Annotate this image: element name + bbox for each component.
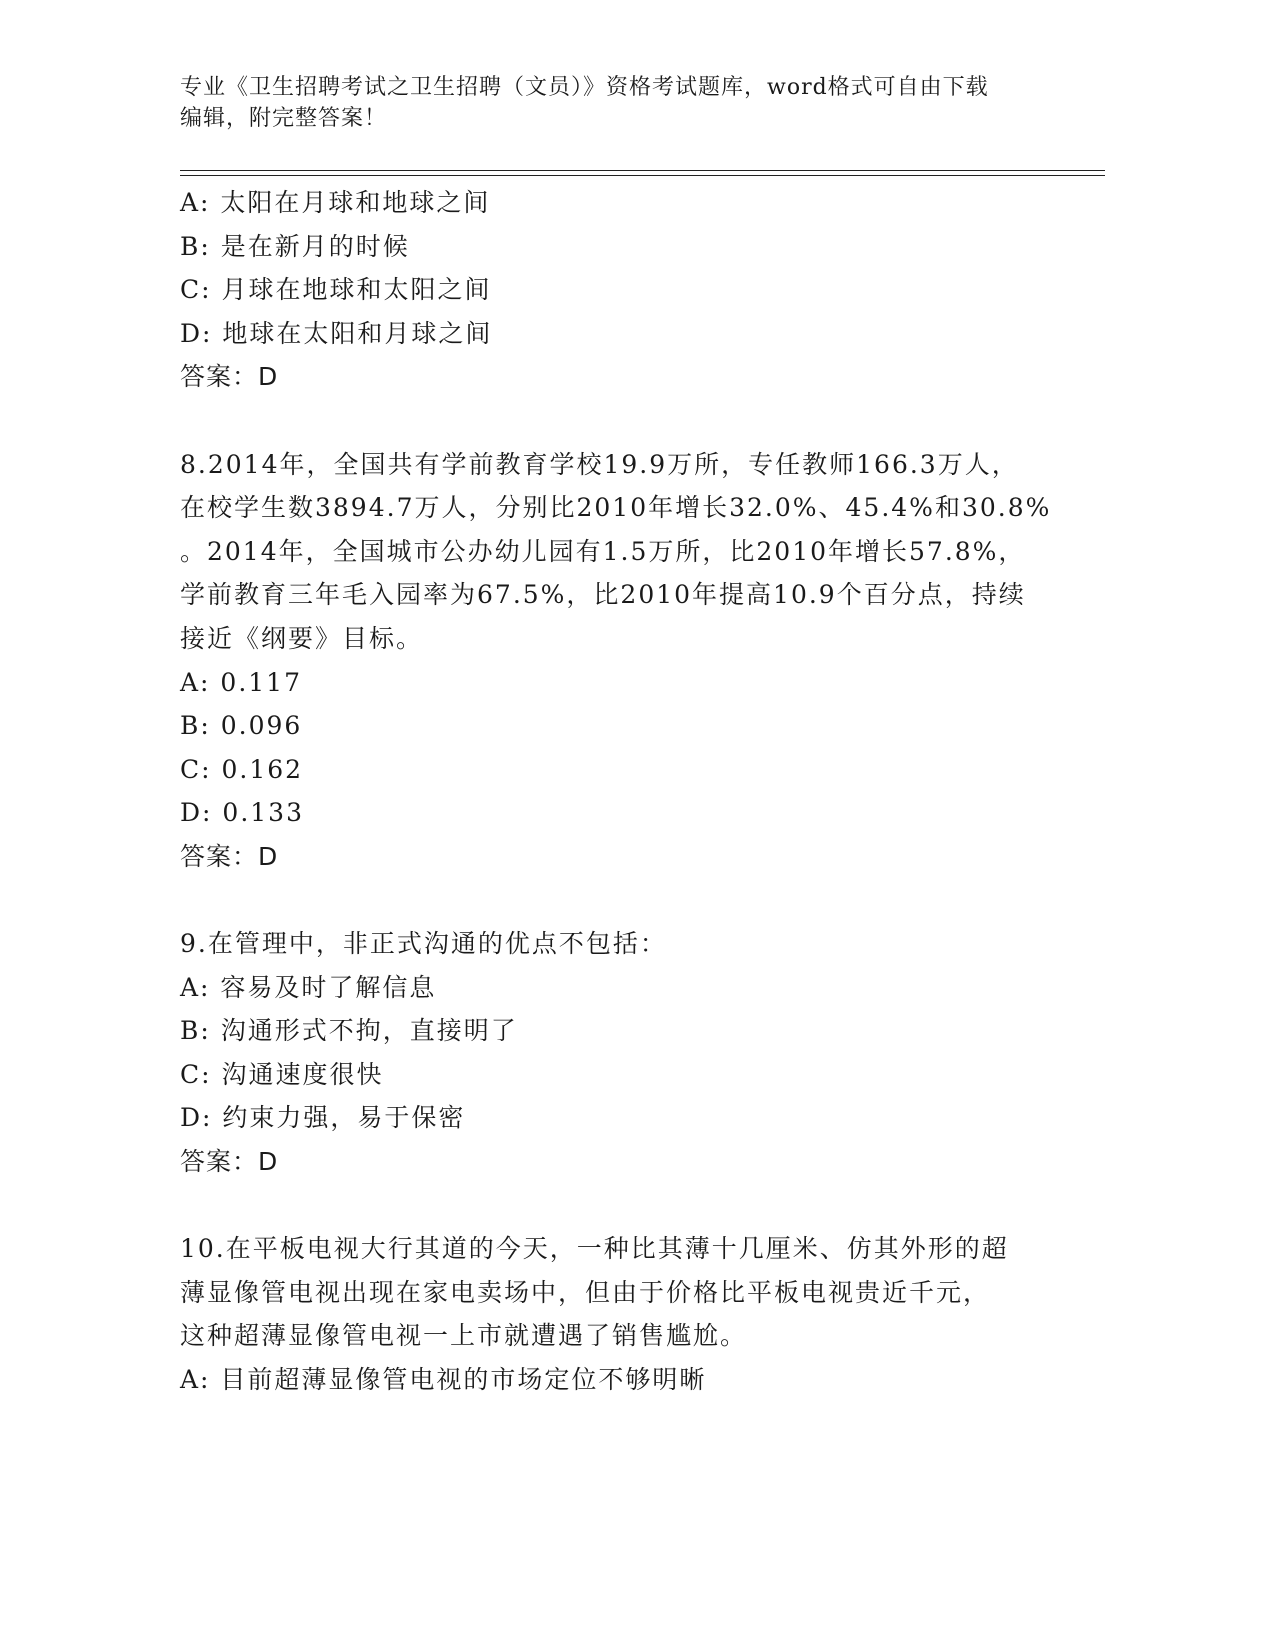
header-line-2: 编辑，附完整答案！	[180, 106, 388, 131]
question-stem	[180, 443, 1060, 661]
option-d: D: 约束力强，易于保密	[180, 1103, 466, 1133]
question-7	[180, 181, 1060, 399]
stem-line: 这种超薄显像管电视一上市就遭遇了销售尴尬。	[180, 1321, 748, 1351]
stem-line: 。2014年，全国城市公办幼儿园有1.5万所，比2010年增长57.8%，	[180, 536, 1026, 566]
spacer	[180, 879, 1060, 923]
option-a: A: 容易及时了解信息	[180, 972, 437, 1002]
stem-line: 学前教育三年毛入园率为67.5%，比2010年提高10.9个百分点，持续	[180, 580, 1026, 610]
option-c: C: 0.162	[180, 754, 304, 784]
question-stem	[180, 1227, 1060, 1358]
header-line-1: 专业《卫生招聘考试之卫生招聘（文员）》资格考试题库，word格式可自由下载	[180, 75, 989, 100]
spacer	[180, 399, 1060, 443]
stem-line: 在校学生数3894.7万人，分别比2010年增长32.0%、45.4%和30.8%	[180, 493, 1052, 523]
question-8	[180, 443, 1060, 879]
stem-line: 10.在平板电视大行其道的今天，一种比其薄十几厘米、仿其外形的超	[180, 1234, 1009, 1264]
spacer	[180, 1184, 1060, 1228]
question-10	[180, 1227, 1060, 1401]
option-c: C: 沟通速度很快	[180, 1059, 384, 1089]
stem-line: 9.在管理中，非正式沟通的优点不包括：	[180, 929, 667, 959]
answer: 答案：D	[180, 362, 279, 392]
stem-line: 薄显像管电视出现在家电卖场中，但由于价格比平板电视贵近千元，	[180, 1277, 991, 1307]
header-divider-bottom	[180, 175, 1105, 176]
header-divider-top	[180, 170, 1105, 171]
stem-line: 8.2014年，全国共有学前教育学校19.9万所，专任教师166.3万人，	[180, 449, 1019, 479]
stem-line: 接近《纲要》目标。	[180, 623, 424, 653]
question-stem	[180, 922, 1060, 966]
option-c: C: 月球在地球和太阳之间	[180, 275, 492, 305]
option-a: A: 0.117	[180, 667, 302, 697]
option-a: A: 目前超薄显像管电视的市场定位不够明晰	[180, 1365, 707, 1395]
option-d: D: 0.133	[180, 798, 304, 828]
option-b: B: 是在新月的时候	[180, 231, 410, 261]
option-b: B: 沟通形式不拘，直接明了	[180, 1016, 518, 1046]
option-a: A: 太阳在月球和地球之间	[180, 188, 491, 217]
question-list	[180, 181, 1060, 1402]
option-b: B: 0.096	[180, 711, 303, 741]
answer: 答案：D	[180, 1147, 279, 1177]
question-9	[180, 922, 1060, 1184]
answer: 答案：D	[180, 841, 279, 871]
option-d: D: 地球在太阳和月球之间	[180, 318, 493, 348]
document-header	[180, 72, 1060, 134]
